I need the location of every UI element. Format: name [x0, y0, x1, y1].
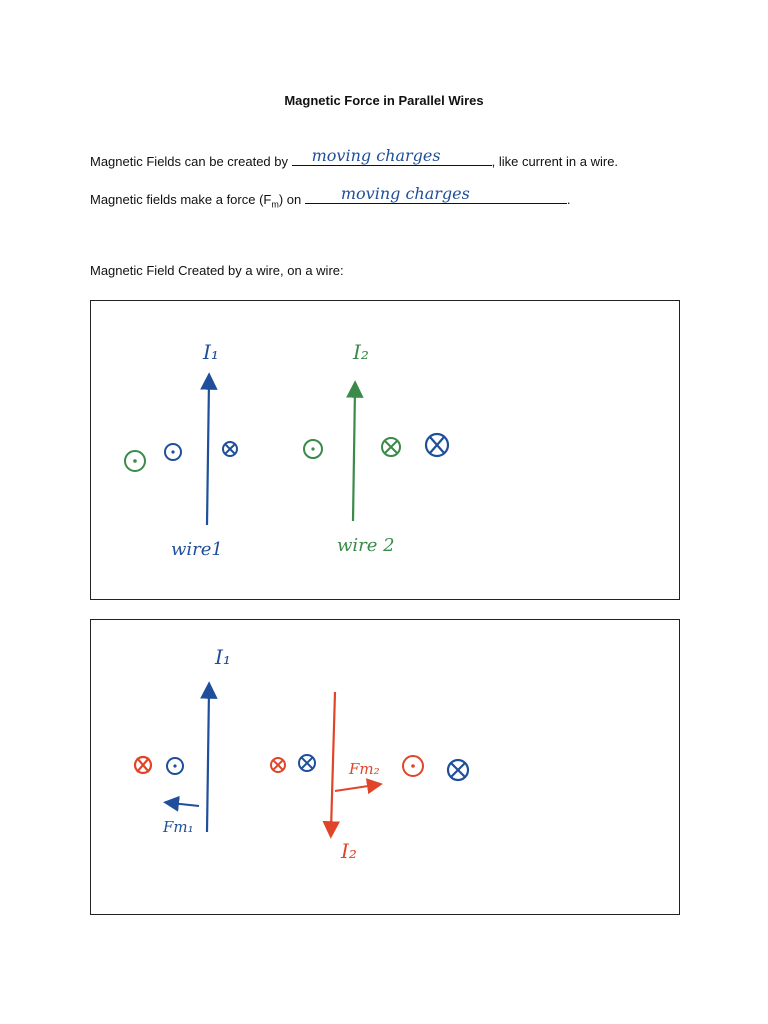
force-arrow-wire2: [335, 785, 375, 791]
force-arrow-wire1: [171, 803, 199, 806]
q2-answer-blank[interactable]: [305, 184, 567, 204]
force1-label: Fm₁: [163, 818, 194, 836]
dot-symbol-green: [304, 440, 322, 458]
dot-symbol-blue: [167, 758, 183, 774]
q2-prefix: Magnetic fields make a force (F: [90, 192, 272, 207]
cross-symbol-green: [382, 438, 400, 456]
question-line-1: [90, 146, 619, 169]
wire1-current-label: I₁: [203, 340, 219, 364]
dot-symbol-blue: [165, 444, 181, 460]
q1-answer-blank[interactable]: [292, 146, 492, 166]
diagram-box-2: [90, 619, 680, 915]
page-title: Magnetic Force in Parallel Wires: [284, 93, 484, 108]
cross-symbol-blue-large: [448, 760, 468, 780]
wire2: [331, 692, 335, 830]
wire1-label: wire1: [171, 539, 223, 560]
wire2-current-label: I₂: [341, 839, 357, 863]
diagram-box-1: [90, 300, 680, 600]
dot-symbol-green-left: [125, 451, 145, 471]
q2-mid: ) on: [278, 192, 305, 207]
q1-suffix: , like current in a wire.: [491, 154, 619, 169]
wire1: [207, 381, 209, 525]
q2-handwritten-answer: moving charges: [340, 184, 470, 203]
dot-symbol-red: [403, 756, 423, 776]
cross-symbol-blue-large: [426, 434, 448, 456]
q2-suffix: .: [566, 192, 571, 207]
q2-subscript: m: [271, 199, 279, 210]
force2-label: Fm₂: [349, 760, 380, 778]
wire2-current-label: I₂: [353, 340, 369, 364]
wire1-current-label: I₁: [215, 645, 231, 669]
cross-symbol-red-left: [135, 757, 151, 773]
wire1: [207, 690, 209, 832]
cross-symbol-blue-small: [223, 442, 237, 456]
section-heading: Magnetic Field Created by a wire, on a wire:: [90, 263, 344, 278]
cross-symbol-blue: [299, 755, 315, 771]
wire2: [353, 389, 355, 521]
wire2-label: wire 2: [337, 535, 395, 556]
diagram-1-canvas: [91, 301, 679, 599]
cross-symbol-red-small: [271, 758, 285, 772]
q1-handwritten-answer: moving charges: [311, 146, 441, 165]
diagram-2-canvas: [91, 620, 679, 914]
q1-prefix: Magnetic Fields can be created by: [90, 154, 292, 169]
question-line-2: [90, 184, 571, 210]
